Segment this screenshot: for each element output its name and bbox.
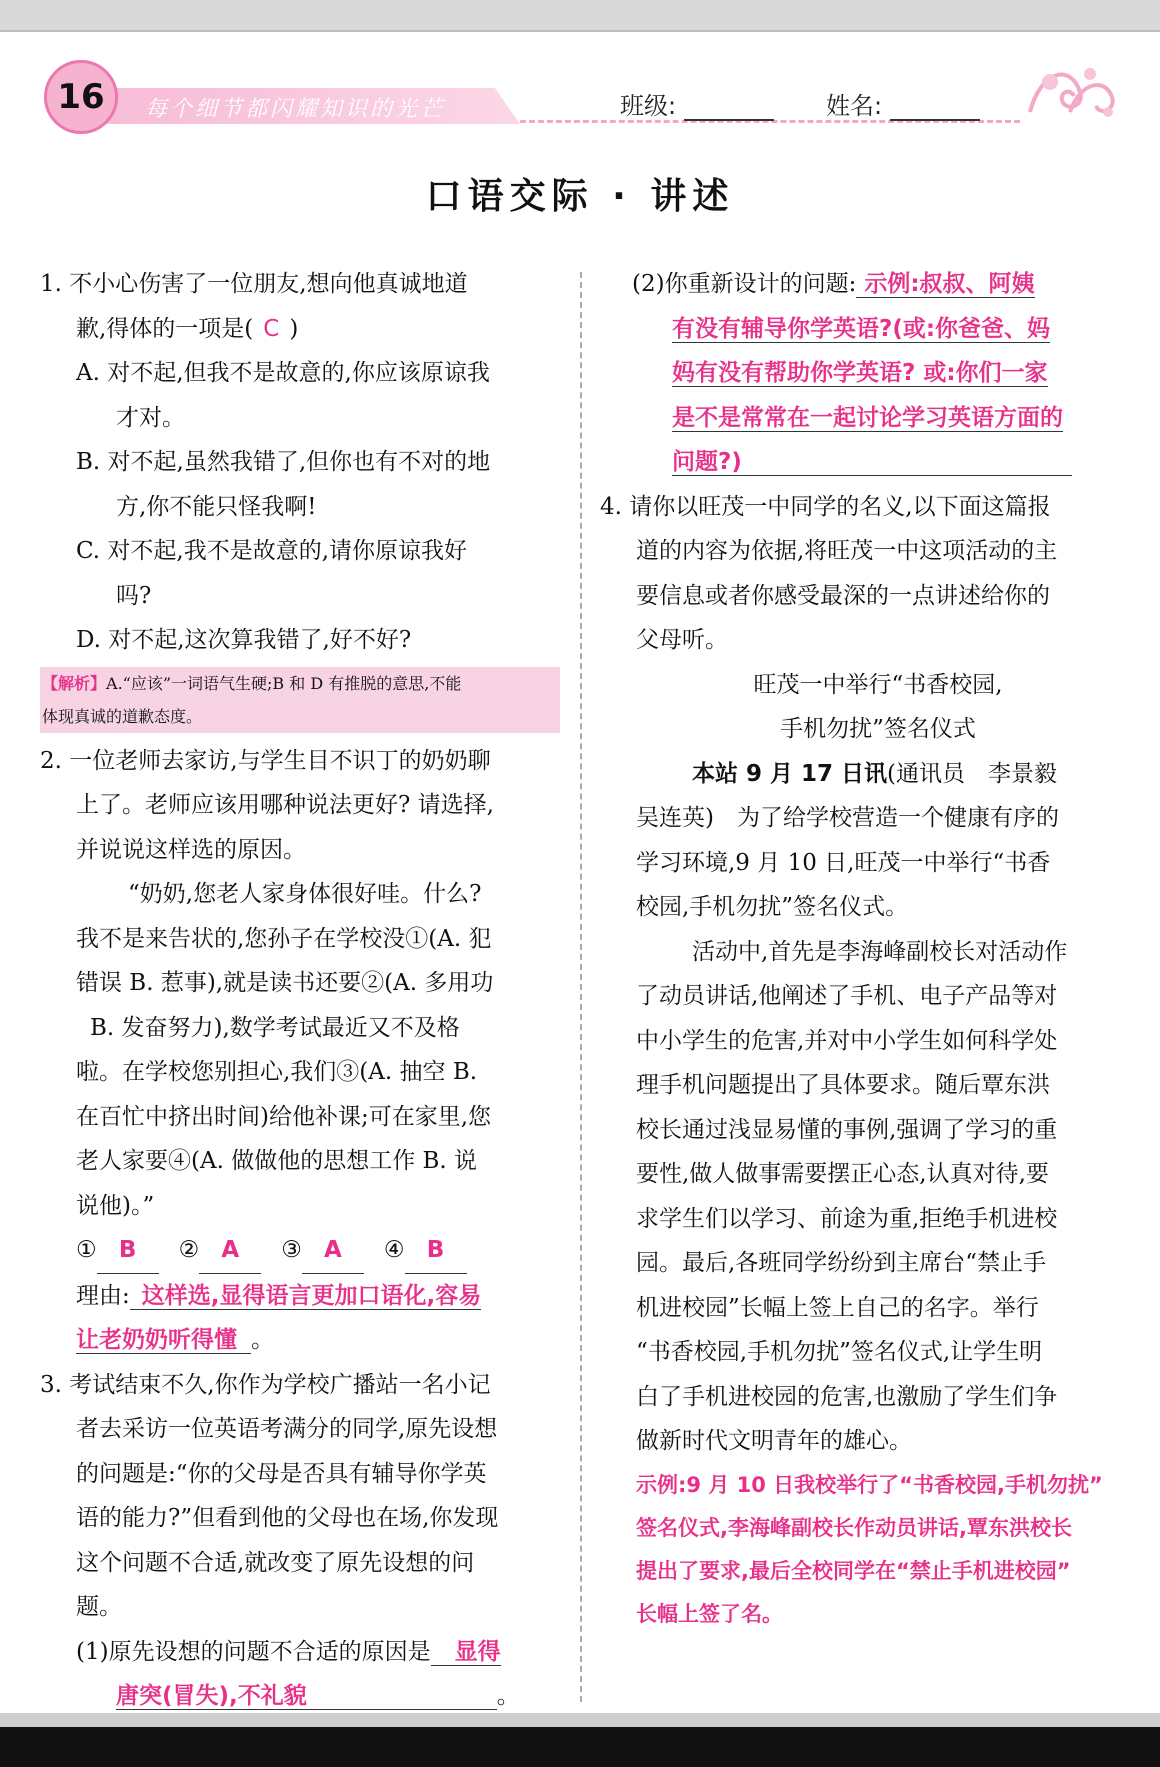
q1-stem-line-2: [40, 307, 560, 352]
article-a-line-2: 学习环境,9 月 10 日,旺茂一中举行“书香: [636, 849, 1051, 876]
q2-answers: [40, 1228, 560, 1274]
q3-sub2-line-3: [600, 351, 1120, 396]
column-divider: [580, 272, 582, 1702]
q3-sub1-line-2: [40, 1674, 560, 1719]
q3-sub2-answer-1: 示例:叔叔、阿姨: [856, 271, 1034, 298]
bottom-bar: [0, 1727, 1160, 1767]
q1-stem-end: ): [289, 315, 299, 342]
q4-line-2: 道的内容为依据,将旺茂一中这项活动的主: [636, 538, 1058, 564]
q2-line-1: 2. 一位老师去家访,与学生目不识丁的奶奶聊: [40, 747, 491, 774]
q2-reason-label: 理由:: [76, 1282, 130, 1309]
q3-sub1-answer-1: 显得: [431, 1639, 501, 1666]
q3-sub1-line-1: [40, 1630, 560, 1675]
article-b-line-7: 求学生们以学习、前途为重,拒绝手机进校: [636, 1205, 1058, 1232]
q2-answer-1: B: [97, 1228, 159, 1274]
class-label: 班级:: [620, 92, 677, 120]
q3-sub2-answer-2: 有没有辅导你学英语?(或:你爸爸、妈: [672, 315, 1051, 342]
q3-line-1: 3. 考试结束不久,你作为学校广播站一名小记: [40, 1371, 491, 1398]
q3-sub2-answer-3: 妈有没有帮助你学英语? 或:你们一家: [672, 360, 1048, 386]
q2-answer-3: A: [302, 1228, 364, 1274]
q3-sub1-answer-2: 唐突(冒失),不礼貌: [116, 1683, 497, 1710]
article-title-2: 手机勿扰”签名仪式: [780, 716, 976, 742]
q3-sub2-line-2: [600, 307, 1120, 352]
article-b-line-5: 校长通过浅显易懂的事例,强调了学习的重: [636, 1116, 1058, 1143]
q2-blank-num-1: ①: [76, 1237, 97, 1263]
q2-answer-4: B: [405, 1228, 467, 1274]
article-b-line-8: 园。最后,各班同学纷纷到主席台“禁止手: [636, 1250, 1047, 1276]
q2-reason-answer-2: 让老奶奶听得懂: [76, 1327, 251, 1354]
class-field: [620, 86, 774, 121]
q1-option-d: D. 对不起,这次算我错了,好不好?: [76, 627, 412, 653]
q1-option-a-line-2: 才对。: [116, 404, 185, 431]
q2-passage-line-1: “奶奶,您老人家身体很好哇。什么?: [128, 881, 482, 907]
article-b-line-1: 活动中,首先是李海峰副校长对活动作: [692, 938, 1068, 965]
article-b-line-3: 中小学生的危害,并对中小学生如何科学处: [636, 1027, 1058, 1054]
q2-passage-line-8: 说他)。”: [76, 1192, 155, 1219]
q1-stem-line-1: 1. 不小心伤害了一位朋友,想向他真诚地道: [40, 271, 468, 297]
q2-line-3: 并说说这样选的原因。: [76, 836, 306, 863]
dateline-rest: (通讯员 李景毅: [887, 760, 1058, 787]
article-b-line-12: 做新时代文明青年的雄心。: [636, 1428, 912, 1454]
q2-reason-line-1: [40, 1274, 560, 1319]
article-a-line-1: 吴连英) 为了给学校营造一个健康有序的: [636, 805, 1059, 831]
article-b-line-6: 要性,做人做事需要摆正心态,认真对待,要: [636, 1161, 1049, 1187]
q3-line-5: 这个问题不合适,就改变了原先设想的问: [76, 1549, 475, 1576]
q3-sub2-answer-4: 是不是常常在一起讨论学习英语方面的: [672, 404, 1063, 431]
q2-passage-line-4: B. 发奋努力),数学考试最近又不及格: [90, 1014, 460, 1041]
q1-answer: C: [263, 315, 280, 342]
q3-line-2: 者去采访一位英语考满分的同学,原先设想: [76, 1416, 498, 1442]
name-blank[interactable]: [890, 99, 980, 121]
dateline-bold: 本站 9 月 17 日讯: [692, 760, 888, 787]
article-b-line-4: 理手机问题提出了具体要求。随后覃东洪: [636, 1072, 1050, 1098]
page-number: 16: [44, 60, 118, 134]
slogan: 每个细节都闪耀知识的光芒: [145, 97, 446, 122]
floral-ornament-icon: [1020, 52, 1120, 132]
q3-sub2-label: (2)你重新设计的问题:: [632, 271, 857, 297]
q2-passage-line-2: 我不是来告状的,您孙子在学校没①(A. 犯: [76, 925, 492, 952]
q2-blank-num-2: ②: [178, 1237, 200, 1263]
name-label: 姓名:: [826, 92, 883, 120]
class-blank[interactable]: [684, 99, 774, 121]
q4-answer-line-2: 签名仪式,李海峰副校长作动员讲话,覃东洪校长: [636, 1515, 1072, 1540]
q2-answer-2: A: [199, 1228, 261, 1274]
q4-answer-line-1: 示例:9 月 10 日我校举行了“书香校园,手机勿扰”: [636, 1472, 1103, 1497]
q3-line-3: 的问题是:“你的父母是否具有辅导你学英: [76, 1460, 487, 1487]
article-b-line-9: 机进校园”长幅上签上自己的名字。举行: [636, 1294, 1039, 1321]
q1-option-b-line-2: 方,你不能只怪我啊!: [116, 493, 317, 520]
name-field: [826, 86, 980, 121]
q2-passage-line-7: 老人家要④(A. 做做他的思想工作 B. 说: [76, 1148, 478, 1174]
q2-passage-line-3: 错误 B. 惹事),就是读书还要②(A. 多用功: [76, 970, 494, 996]
q3-sub2-line-5: [600, 440, 1120, 485]
q1-option-c: C. 对不起,我不是故意的,请你原谅我好: [76, 538, 468, 564]
q3-sub1-end: 。: [496, 1683, 520, 1709]
q3-line-4: 语的能力?”但看到他的父母也在场,你发现: [76, 1505, 499, 1531]
article-a-line-3: 校园,手机勿扰”签名仪式。: [636, 894, 909, 920]
q3-sub1-label: (1)原先设想的问题不合适的原因是: [76, 1638, 431, 1665]
analysis-line-1: A.“应该”一词语气生硬;B 和 D 有推脱的意思,不能: [106, 673, 462, 693]
q3-sub2-line-1: [600, 262, 1120, 307]
q1-analysis: [40, 667, 560, 733]
q1-option-b: B. 对不起,虽然我错了,但你也有不对的地: [76, 449, 491, 475]
article-dateline: [600, 752, 1120, 797]
q1-option-a-line-1: A. 对不起,但我不是故意的,你应该原谅我: [76, 360, 490, 386]
analysis-line-2: 体现真诚的道歉态度。: [42, 706, 203, 726]
analysis-tag: 【解析】: [42, 673, 107, 693]
right-column: [600, 262, 1120, 1636]
q4-answer-line-4: 长幅上签了名。: [636, 1601, 783, 1626]
q2-passage-line-5: 啦。在学校您别担心,我们③(A. 抽空 B.: [76, 1059, 478, 1085]
q2-reason-line-2: [40, 1318, 560, 1363]
top-edge: [0, 0, 1160, 30]
q2-blank-num-4: ④: [383, 1237, 405, 1263]
q2-line-2: 上了。老师应该用哪种说法更好? 请选择,: [76, 792, 494, 818]
q4-line-1: 4. 请你以旺茂一中同学的名义,以下面这篇报: [600, 493, 1051, 520]
article-b-line-10: “书香校园,手机勿扰”签名仪式,让学生明: [636, 1339, 1043, 1365]
q2-blank-num-3: ③: [281, 1237, 302, 1263]
q2-reason-end: 。: [251, 1327, 274, 1353]
q1-option-c-line-2: 吗?: [116, 582, 152, 609]
q1-option-a: [40, 351, 560, 396]
page-title: 口语交际 · 讲述: [425, 176, 735, 217]
q4-answer-line-3: 提出了要求,最后全校同学在“禁止手机进校园”: [636, 1558, 1071, 1583]
q2-passage-line-6: 在百忙中挤出时间)给他补课;可在家里,您: [76, 1103, 492, 1130]
left-column: [40, 262, 560, 1719]
q3-sub2-answer-5: 问题?): [672, 449, 1072, 476]
q3-sub2-line-4: [600, 396, 1120, 441]
q4-line-3: 要信息或者你感受最深的一点讲述给你的: [636, 582, 1050, 609]
article-b-line-2: 了动员讲话,他阐述了手机、电子产品等对: [636, 983, 1058, 1009]
q4-line-4: 父母听。: [636, 627, 728, 653]
bottom-edge: [0, 1713, 1160, 1727]
article-b-line-11: 白了手机进校园的危害,也激励了学生们争: [636, 1383, 1058, 1410]
top-edge-line: [0, 30, 1160, 32]
q2-reason-answer-1: 这样选,显得语言更加口语化,容易: [130, 1283, 481, 1310]
article-title-1: 旺茂一中举行“书香校园,: [753, 671, 1003, 698]
q1-stem-text: 歉,得体的一项是(: [76, 315, 254, 342]
q3-line-6: 题。: [76, 1594, 122, 1620]
